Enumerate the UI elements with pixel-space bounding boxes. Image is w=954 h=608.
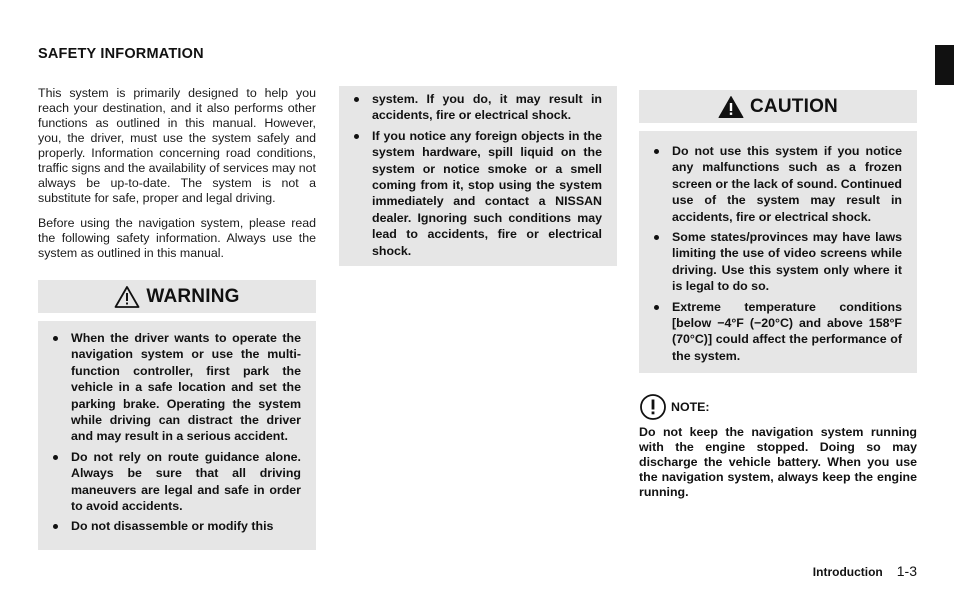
- footer-page-number: 1-3: [896, 563, 917, 579]
- warning-continued-lead: system. If you do, it may result in accidents, fire or electrical shock.: [339, 91, 617, 124]
- warning-divider: [38, 313, 316, 321]
- caution-divider: [639, 123, 917, 131]
- footer-section: Introduction: [812, 565, 883, 579]
- note-header: [639, 393, 917, 421]
- warning-continued-list: [339, 91, 617, 259]
- column-left: [38, 86, 316, 271]
- warning-body: [38, 321, 316, 550]
- warning-box: [38, 280, 316, 550]
- note-text: Do not keep the navigation system running with the engine stopped. Doing so may discharge the vehicle battery. When you use the navigation system, always keep the engine running.: [639, 425, 917, 499]
- caution-header: [639, 90, 917, 123]
- warning-list: [38, 330, 316, 535]
- page-footer: [813, 563, 917, 579]
- caution-item-1: Do not use this system if you notice any malfunctions such as a frozen screen or the lack of sound. Continued use of the system may result in accidents, fire or electrical shock.: [639, 143, 917, 225]
- warning-item-1: When the driver wants to operate the navigation system or use the multi-function controller, first park the vehicle in a safe location and set the parking brake. Operating the system while driving can distract the driver and may result in a serious accident.: [38, 330, 316, 445]
- exclamation-circle-icon: [639, 393, 667, 421]
- caution-list: [639, 143, 917, 364]
- warning-item-3: Do not disassemble or modify this: [38, 518, 316, 534]
- warning-title: WARNING: [146, 285, 240, 307]
- caution-item-3: Extreme temperature conditions [below −4°F (−20°C) and above 158°F (70°C)] could affect the performance of the system.: [639, 299, 917, 365]
- note-label: NOTE:: [671, 400, 710, 414]
- warning-continued-box: [339, 86, 617, 266]
- chapter-tab-marker: [935, 45, 954, 85]
- caution-box: [639, 90, 917, 373]
- caution-triangle-icon: [718, 95, 744, 119]
- warning-item-2: Do not rely on route guidance alone. Always be sure that all driving maneuvers are legal and safe in order to avoid accidents.: [38, 449, 316, 515]
- intro-paragraph-2: Before using the navigation system, please read the following safety information. Always use the system as outlined in this manual.: [38, 216, 316, 260]
- note-block: [639, 393, 917, 500]
- caution-body: [639, 131, 917, 373]
- intro-paragraph-1: This system is primarily designed to help you reach your destination, and it also performs other functions as outlined in this manual. However, you, the driver, must use the system safely and properly. Information concerning road conditions, traffic signs and the availability of services may not always be up-to-date. The system is not a substitute for safe, proper and legal driving.: [38, 86, 317, 205]
- warning-triangle-icon: [114, 285, 140, 309]
- caution-item-2: Some states/provinces may have laws limiting the use of video screens while driving. Use this system only where it is legal to do so.: [639, 229, 917, 295]
- section-title: SAFETY INFORMATION: [38, 46, 204, 62]
- warning-continued-item-1: If you notice any foreign objects in the system hardware, spill liquid on the system or notice smoke or a smell coming from it, stop using the system immediately and contact a NISSAN dealer. Ignoring such conditions may lead to accidents, fire or electrical shock.: [339, 128, 617, 259]
- warning-header: [38, 280, 316, 313]
- caution-title: CAUTION: [750, 95, 838, 117]
